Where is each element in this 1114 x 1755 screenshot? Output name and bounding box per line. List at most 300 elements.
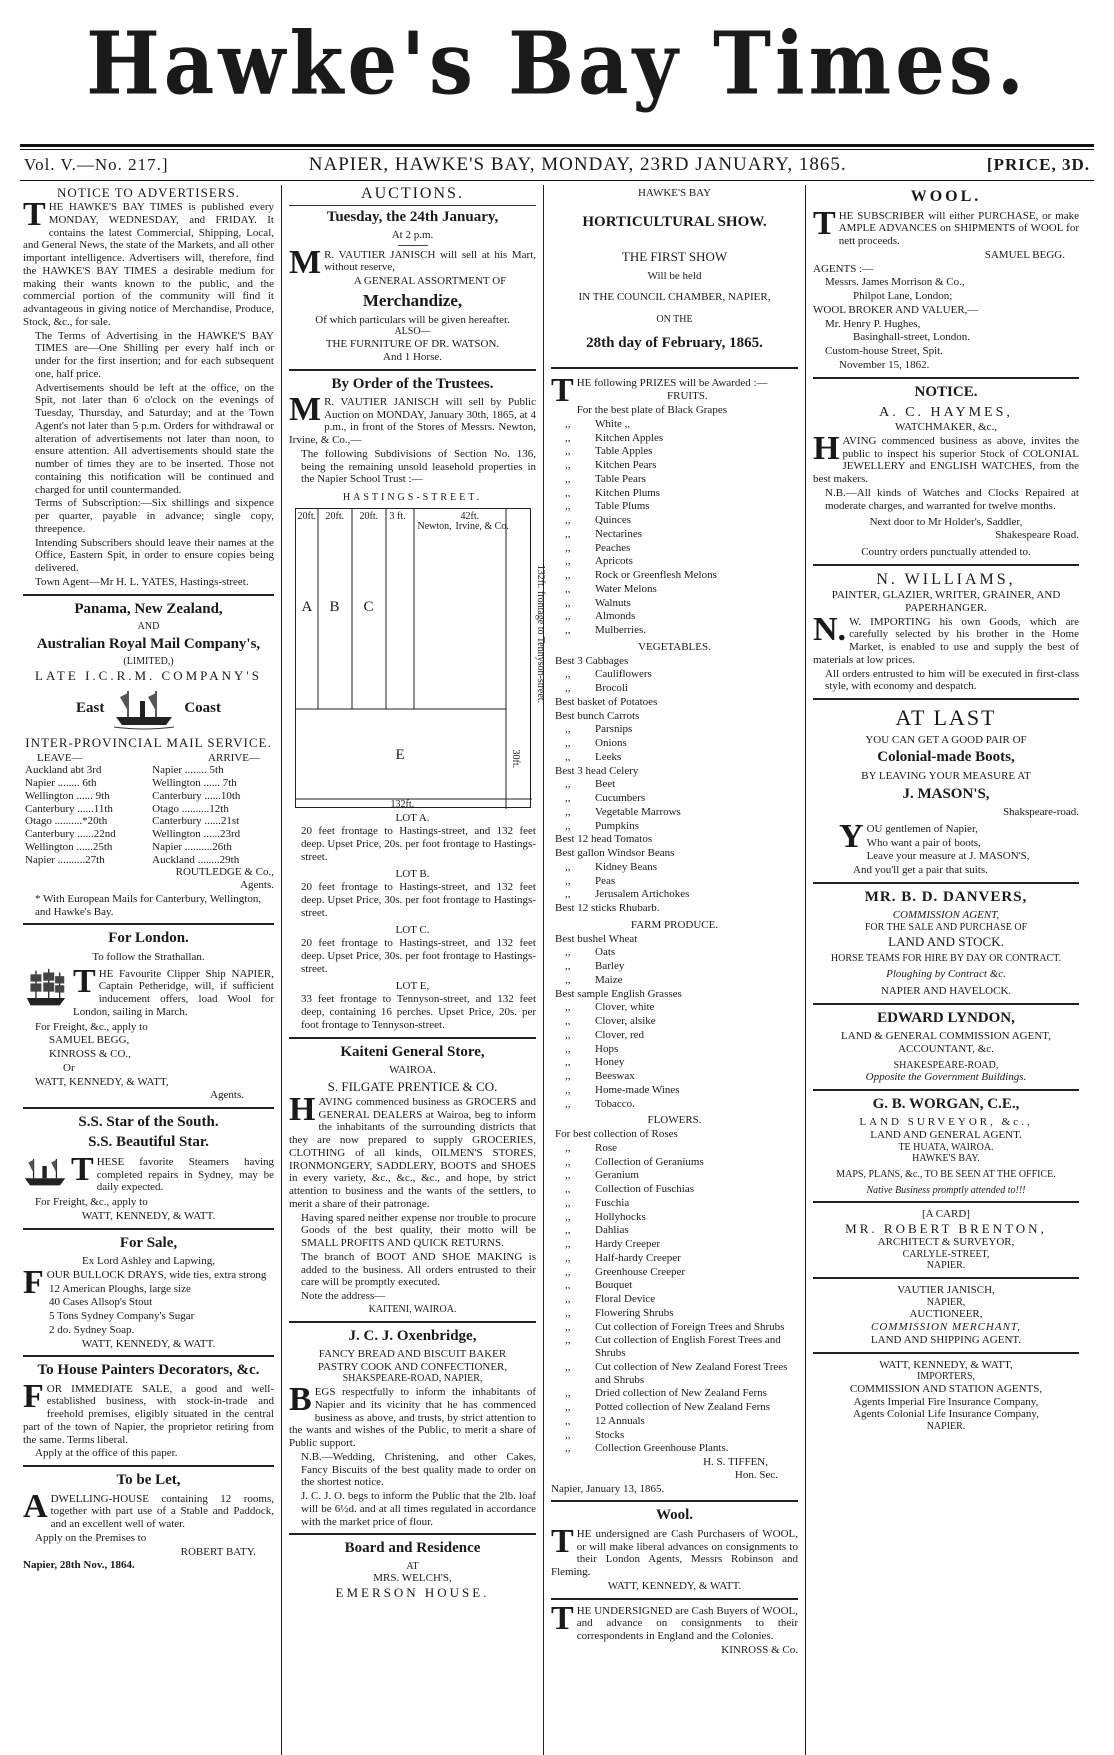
ditto-mark: ,, bbox=[565, 819, 571, 832]
vegetable-item-label: Best 3 head Celery bbox=[555, 764, 639, 777]
vegetable-item-label: Onions bbox=[595, 737, 627, 750]
show-heading: HORTICULTURAL SHOW. bbox=[582, 213, 767, 230]
janisch-name: VAUTIER JANISCH, bbox=[897, 1283, 995, 1296]
danvers-line: Ploughing by Contract &c. bbox=[886, 968, 1006, 981]
vegetable-item bbox=[551, 751, 798, 764]
watt-name: WATT, KENNEDY, & WATT, bbox=[879, 1358, 1013, 1371]
flower-label: Collection of Fuschias bbox=[595, 1183, 694, 1196]
flower-item bbox=[551, 1401, 798, 1414]
schedule-leave: Auckland abt 3rd bbox=[25, 764, 102, 777]
fruits-heading: FRUITS. bbox=[667, 390, 708, 403]
wool-signature: WATT, KENNEDY, & WATT. bbox=[607, 1579, 742, 1592]
farm-item bbox=[551, 1029, 798, 1042]
ditto-mark: ,, bbox=[565, 723, 571, 736]
schedule-row bbox=[23, 841, 274, 854]
fruit-label: Almonds bbox=[595, 610, 636, 623]
section-plan bbox=[295, 508, 546, 810]
flower-item bbox=[551, 1442, 798, 1455]
schedule-row bbox=[23, 828, 274, 841]
ditto-mark: ,, bbox=[565, 417, 571, 430]
plan-width-label: 20ft. bbox=[297, 510, 317, 522]
plan-lot-c: C bbox=[363, 598, 374, 615]
divider bbox=[813, 1089, 1079, 1091]
divider bbox=[289, 1321, 536, 1323]
sale-item: 40 Cases Allsop's Stout bbox=[49, 1296, 153, 1309]
column-1 bbox=[20, 185, 282, 1755]
dateline bbox=[20, 150, 1094, 180]
lyndon-name: EDWARD LYNDON, bbox=[877, 1009, 1015, 1026]
schedule-arrive: Napier ..........26th bbox=[152, 840, 232, 853]
star-freight: For Freight, &c., apply to bbox=[35, 1196, 148, 1209]
schedule-row bbox=[23, 790, 274, 803]
fruit-item bbox=[551, 473, 798, 486]
flower-item bbox=[551, 1211, 798, 1224]
vegetable-item-label: Cucumbers bbox=[595, 792, 646, 805]
farm-item-label: Home-made Wines bbox=[595, 1083, 680, 1096]
ditto-mark: ,, bbox=[565, 1401, 571, 1414]
place-date: NAPIER, HAWKE'S BAY, MONDAY, 23RD JANUARY, 1865. bbox=[308, 153, 847, 175]
fruit-item bbox=[551, 500, 798, 513]
show-region: HAWKE'S BAY bbox=[637, 187, 712, 199]
kaiteni-place: WAIROA. bbox=[389, 1064, 436, 1077]
worgan-line: LAND AND GENERAL AGENT. bbox=[870, 1129, 1022, 1142]
fruit-item bbox=[551, 597, 798, 610]
haymes-nb: N.B.—All kinds of Watches and Clocks Repaired at moderate charges, and warranted for twelve months. bbox=[825, 486, 1079, 512]
divider bbox=[551, 1598, 798, 1600]
plan-side-label: 132ft. frontage to Tennyson-street. bbox=[534, 564, 546, 703]
farm-item bbox=[551, 1043, 798, 1056]
london-agent: WATT, KENNEDY, & WATT, bbox=[35, 1075, 169, 1088]
schedule-row bbox=[23, 777, 274, 790]
auction-furniture: THE FURNITURE OF DR. WATSON. bbox=[325, 338, 500, 350]
farm-item-label: Best sample English Grasses bbox=[555, 987, 682, 1000]
sailing-ship-icon bbox=[23, 967, 69, 1009]
fruit-item bbox=[551, 569, 798, 582]
flower-label: Potted collection of New Zealand Ferns bbox=[595, 1401, 771, 1414]
ditto-mark: ,, bbox=[565, 541, 571, 554]
divider bbox=[23, 1465, 274, 1467]
star-paragraph: THESE favorite Steamers having completed repairs in Sydney, may be daily expected. bbox=[71, 1150, 274, 1194]
notice-paragraph: Intending Subscribers should leave their names at the Office, Eastern Spit, in order to ensure copies being delivered. bbox=[35, 536, 274, 575]
oxenbridge-paragraph-3: J. C. J. O. begs to inform the Public that the 2lb. loaf will be 6½d. and at all times regulated in accordance with the market price of flour. bbox=[301, 1490, 536, 1528]
plan-lines bbox=[296, 509, 532, 809]
ditto-mark: ,, bbox=[565, 1210, 571, 1223]
ditto-mark: ,, bbox=[565, 610, 571, 623]
ditto-mark: ,, bbox=[565, 445, 571, 458]
danvers-line: LAND AND STOCK. bbox=[888, 933, 1004, 949]
ditto-mark: ,, bbox=[565, 624, 571, 637]
vegetable-item bbox=[551, 737, 798, 750]
ditto-mark: ,, bbox=[565, 1334, 571, 1347]
oxenbridge-paragraph-2: N.B.—Wedding, Christening, and other Cakes, Fancy Biscuits of the best quality made to order on the shortest notice. bbox=[301, 1450, 536, 1489]
fruit-label: Mulberries. bbox=[595, 624, 647, 637]
notice-paragraph: The Terms of Advertising in the HAWKE'S BAY TIMES are—One Shilling per every half inch or under for the first insertion; and for each subsequent one, half price. bbox=[35, 329, 274, 380]
ditto-mark: ,, bbox=[565, 860, 571, 873]
divider bbox=[813, 1003, 1079, 1005]
sale-agent: WATT, KENNEDY, & WATT. bbox=[81, 1337, 216, 1350]
worgan-line: LAND SURVEYOR, &c., bbox=[859, 1116, 1033, 1129]
farm-item-label: Best bushel Wheat bbox=[555, 932, 638, 945]
flower-label: Hardy Creeper bbox=[595, 1238, 661, 1251]
columns bbox=[20, 185, 1094, 1755]
vegetable-item bbox=[551, 668, 798, 681]
agent-line: Custom-house Street, Spit. bbox=[825, 345, 943, 358]
ditto-mark: ,, bbox=[565, 582, 571, 595]
fruit-label: Table Pears bbox=[595, 472, 646, 485]
fruit-label: Peaches bbox=[595, 541, 631, 554]
vegetable-item-label: Peas bbox=[595, 874, 616, 887]
flower-item bbox=[551, 1183, 798, 1196]
star-heading: S.S. Star of the South. bbox=[78, 1114, 219, 1131]
ditto-mark: ,, bbox=[565, 682, 571, 695]
ditto-mark: ,, bbox=[565, 500, 571, 513]
wool-2-paragraph: THE UNDERSIGNED are Cash Buyers of WOOL, and advance on consignments to their correspondents in England and the Colonies. bbox=[551, 1599, 798, 1643]
wool-heading: Wool. bbox=[655, 1507, 694, 1524]
schedule-leave: Wellington ......25th bbox=[25, 840, 113, 853]
show-venue: IN THE COUNCIL CHAMBER, NAPIER, bbox=[578, 290, 771, 303]
painters-heading: To House Painters Decorators, &c. bbox=[37, 1362, 260, 1379]
schedule-leave: Canterbury ......22nd bbox=[25, 828, 116, 841]
danvers-line: COMMISSION AGENT, bbox=[892, 909, 1000, 922]
auction-particulars: Of which particulars will be given hereafter. bbox=[315, 313, 510, 326]
haymes-address: Next door to Mr Holder's, Saddler, bbox=[869, 516, 1023, 529]
farm-item-label: Maize bbox=[595, 973, 623, 986]
ditto-mark: ,, bbox=[565, 1442, 571, 1455]
flower-label: Hollyhocks bbox=[595, 1210, 646, 1223]
ditto-mark: ,, bbox=[565, 569, 571, 582]
sale-item: 5 Tons Sydney Company's Sugar bbox=[49, 1310, 195, 1323]
flower-item bbox=[551, 1197, 798, 1210]
board-at: AT bbox=[406, 1560, 419, 1572]
wool-heading: WOOL. bbox=[910, 188, 982, 205]
farm-item-label: Clover, red bbox=[595, 1028, 645, 1041]
auction-also: ALSO— bbox=[394, 326, 431, 338]
vegetable-item bbox=[551, 765, 798, 778]
panama-limited: (LIMITED,) bbox=[123, 655, 174, 667]
verse-line: YOU gentlemen of Napier, bbox=[839, 817, 978, 855]
fruit-label: Kitchen Plums bbox=[595, 486, 661, 499]
worgan-line: HAWKE'S BAY. bbox=[912, 1153, 980, 1165]
show-on: ON THE bbox=[656, 313, 693, 325]
divider bbox=[23, 1228, 274, 1230]
ditto-mark: ,, bbox=[565, 1251, 571, 1264]
ditto-mark: ,, bbox=[565, 1001, 571, 1014]
show-signature-title: Hon. Sec. bbox=[734, 1468, 778, 1481]
oxenbridge-address: SHAKSPEARE-ROAD, NAPIER, bbox=[342, 1373, 483, 1385]
vegetable-item bbox=[551, 696, 798, 709]
board-heading: Board and Residence bbox=[344, 1540, 481, 1557]
worgan-line: MAPS, PLANS, &c., TO BE SEEN AT THE OFFICE. bbox=[836, 1168, 1056, 1180]
oxenbridge-paragraph: BEGS respectfully to inform the inhabitants of Napier and its vicinity that he has commenced business as above, and trusts, by strict attention to the wants and wishes of the Public, to merit a share of Public support. bbox=[289, 1381, 536, 1450]
oxenbridge-line: FANCY BREAD AND BISCUIT BAKER bbox=[318, 1347, 507, 1360]
agents-label: Agents. bbox=[240, 879, 274, 892]
ditto-mark: ,, bbox=[565, 596, 571, 609]
fruit-label: Kitchen Pears bbox=[595, 459, 657, 472]
flower-label: Cut collection of New Zealand Forest Trees and Shrubs bbox=[595, 1360, 788, 1386]
lyndon-line: SHAKESPEARE-ROAD, bbox=[893, 1059, 999, 1071]
panama-and: AND bbox=[137, 620, 160, 632]
flower-item bbox=[551, 1334, 798, 1360]
divider bbox=[813, 564, 1079, 566]
farm-item bbox=[551, 1070, 798, 1083]
schedule-arrive: Canterbury ......21st bbox=[152, 815, 240, 828]
divider bbox=[23, 1355, 274, 1357]
let-date: Napier, 28th Nov., 1864. bbox=[23, 1559, 135, 1572]
vegetable-item bbox=[551, 778, 798, 791]
divider bbox=[813, 1201, 1079, 1203]
kaiteni-paragraph: HAVING commenced business as GROCERS and GENERAL DEALERS at Wairoa, beg to inform the inhabitants of the surrounding districts that they are now prepared to supply GROCERIES, CLOTHING of all kinds, OILMEN'S STORES, IRONMONGERY, SADDLERY, BOOTS and SHOES in every variety, &c., &c., &c., and hope, by strict attention to business and the wants of the settlers, to merit a share of their patronage. bbox=[289, 1090, 536, 1210]
fruit-item bbox=[551, 432, 798, 445]
schedule-leave: Napier ..........27th bbox=[25, 853, 105, 866]
danvers-line: HORSE TEAMS FOR HIRE BY DAY OR CONTRACT. bbox=[830, 952, 1062, 964]
painters-paragraph: FOR IMMEDIATE SALE, a good and well-established business, with stock-in-trade and freehold premises, eligibly situated in the central part of the town of Napier, the proprietor retiring from the same. Terms liberal. bbox=[23, 1377, 274, 1446]
wool-paragraph: THE SUBSCRIBER will either PURCHASE, or make AMPLE ADVANCES on SHIPMENTS of WOOL for nett proceeds. bbox=[813, 204, 1079, 248]
fruit-item bbox=[551, 610, 798, 623]
let-name: ROBERT BATY. bbox=[180, 1545, 256, 1558]
plan-lot-a: A bbox=[301, 598, 313, 615]
at-last-boots: Colonial-made Boots, bbox=[877, 749, 1015, 766]
vegetable-item-label: Best gallon Windsor Beans bbox=[555, 847, 675, 860]
plan-lot-e: E bbox=[395, 746, 405, 763]
let-apply: Apply on the Premises to bbox=[35, 1531, 147, 1544]
flower-label: Dried collection of New Zealand Ferns bbox=[595, 1387, 767, 1400]
star-ad bbox=[23, 1150, 274, 1195]
worgan-line: Native Business promptly attended to!!! bbox=[866, 1184, 1026, 1196]
flower-item bbox=[551, 1321, 798, 1334]
farm-item bbox=[551, 1098, 798, 1111]
dateline-rule bbox=[20, 180, 1094, 181]
divider bbox=[813, 882, 1079, 884]
board-name: MRS. WELCH'S, bbox=[373, 1572, 452, 1585]
ditto-mark: ,, bbox=[565, 1097, 571, 1110]
brenton-line: ARCHITECT & SURVEYOR, bbox=[877, 1236, 1015, 1248]
worgan-name: G. B. WORGAN, C.E., bbox=[872, 1095, 1020, 1112]
lot-a-text: 20 feet frontage to Hastings-street, and 132 feet deep. Upset Price, 20s. per foot frontage to Hastings-street. bbox=[301, 825, 536, 863]
farm-item bbox=[551, 933, 798, 946]
kaiteni-note: Note the address— bbox=[301, 1290, 386, 1303]
oxenbridge-line: PASTRY COOK AND CONFECTIONER, bbox=[317, 1360, 508, 1373]
trustees-paragraph: MR. VAUTIER JANISCH will sell by Public Auction on MONDAY, January 30th, 1865, at 4 p.m., in front of the Stores of Messrs. Newton, Irvine, & Co.,— bbox=[289, 390, 536, 447]
flower-item bbox=[551, 1156, 798, 1169]
fruit-item bbox=[551, 528, 798, 541]
ditto-mark: ,, bbox=[565, 1320, 571, 1333]
fruit-label: Kitchen Apples bbox=[595, 431, 664, 444]
flower-label: Floral Device bbox=[595, 1293, 656, 1306]
notice-heading: NOTICE. bbox=[914, 383, 978, 400]
vegetable-item bbox=[551, 847, 798, 860]
divider bbox=[289, 1533, 536, 1535]
volume-number: Vol. V.—No. 217.] bbox=[24, 155, 169, 175]
auction-horse: And 1 Horse. bbox=[383, 350, 442, 363]
flower-item bbox=[551, 1238, 798, 1251]
flower-item bbox=[551, 1293, 798, 1306]
watt-line: Agents Imperial Fire Insurance Company, bbox=[853, 1395, 1039, 1408]
ditto-mark: ,, bbox=[565, 1183, 571, 1196]
watt-line: Agents Colonial Life Insurance Company, bbox=[853, 1408, 1039, 1421]
fruit-item bbox=[551, 459, 798, 472]
ditto-mark: ,, bbox=[565, 1169, 571, 1182]
fruit-item bbox=[551, 487, 798, 500]
flower-item bbox=[551, 1224, 798, 1237]
flower-item bbox=[551, 1252, 798, 1265]
let-paragraph: ADWELLING-HOUSE containing 12 rooms, together with part use of a Stable and Paddock, and an excellent well of water. bbox=[23, 1487, 274, 1531]
column-3 bbox=[544, 185, 806, 1755]
agent-line: Basinghall-street, London. bbox=[853, 331, 971, 344]
fruit-label: Nectarines bbox=[595, 527, 643, 540]
janisch-line: LAND AND SHIPPING AGENT. bbox=[870, 1333, 1022, 1346]
sale-item: 2 do. Sydney Soap. bbox=[49, 1323, 135, 1336]
ditto-mark: ,, bbox=[565, 1155, 571, 1168]
vegetable-item-label: Vegetable Marrows bbox=[595, 805, 681, 818]
ditto-mark: ,, bbox=[565, 1196, 571, 1209]
ditto-mark: ,, bbox=[565, 459, 571, 472]
verse-line: Leave your measure at J. MASON'S, bbox=[866, 850, 1030, 863]
divider bbox=[23, 1107, 274, 1109]
flower-label: Geranium bbox=[595, 1169, 639, 1182]
ditto-mark: ,, bbox=[565, 431, 571, 444]
vegetable-item bbox=[551, 833, 798, 846]
fruit-label: Table Plums bbox=[595, 500, 650, 513]
flower-label: Greenhouse Creeper bbox=[595, 1265, 686, 1278]
farm-item-label: Barley bbox=[595, 960, 625, 973]
ditto-mark: ,, bbox=[565, 946, 571, 959]
flowers-heading: FLOWERS. bbox=[647, 1114, 702, 1127]
vegetable-item bbox=[551, 682, 798, 695]
prizes-intro: THE following PRIZES will be Awarded :— bbox=[551, 371, 768, 409]
schedule-header bbox=[23, 750, 274, 765]
ditto-mark: ,, bbox=[565, 778, 571, 791]
vegetable-item-label: Leeks bbox=[595, 750, 622, 763]
london-freight: For Freight, &c., apply to bbox=[35, 1020, 148, 1033]
schedule-arrive: Napier ........ 5th bbox=[152, 764, 224, 777]
european-note: * With European Mails for Canterbury, Wellington, and Hawke's Bay. bbox=[35, 892, 262, 918]
plan-irvine: Irvine, & Co. bbox=[455, 520, 509, 532]
fruit-label: Table Apples bbox=[595, 445, 653, 458]
fruit-item bbox=[551, 542, 798, 555]
lot-a-heading: LOT A. bbox=[395, 811, 430, 824]
haymes-name: A. C. HAYMES, bbox=[879, 404, 1013, 420]
flower-label: Collection of Geraniums bbox=[595, 1155, 704, 1168]
flower-item bbox=[551, 1307, 798, 1320]
farm-item-label: Tobacco. bbox=[595, 1097, 635, 1110]
flower-label: Cut collection of Foreign Trees and Shrubs bbox=[595, 1320, 785, 1333]
farm-item bbox=[551, 946, 798, 959]
steamer-icon bbox=[23, 1155, 67, 1191]
vegetable-item-label: Parsnips bbox=[595, 723, 633, 736]
fruit-label: White ,, bbox=[595, 417, 631, 430]
notice-paragraph: THE HAWKE'S BAY TIMES is published every MONDAY, WEDNESDAY, and FRIDAY. It contains the latest Commercial, Shipping, Local, and General News, the state of the Markets, and all other important intelligence. Advertisers will, therefore, find the HAWKE'S BAY TIMES a desirable medium for making their wants known to the public, and the commercial portion of the community will find it advantageous in giving notice of Merchandise, Produce, Stock, &c., for sale. bbox=[23, 196, 274, 328]
wool-signature: SAMUEL BEGG. bbox=[984, 248, 1065, 261]
arrive-label: ARRIVE— bbox=[208, 751, 260, 764]
farm-item-label: Clover, white bbox=[595, 1001, 655, 1014]
star-agent: WATT, KENNEDY, & WATT. bbox=[81, 1209, 216, 1222]
divider bbox=[551, 367, 798, 369]
fruits-first: For the best plate of Black Grapes bbox=[576, 404, 727, 417]
flower-label: Stocks bbox=[595, 1428, 625, 1441]
haymes-trade: WATCHMAKER, &c., bbox=[894, 421, 998, 434]
ditto-mark: ,, bbox=[565, 1360, 571, 1373]
divider bbox=[813, 1352, 1079, 1354]
farm-list bbox=[551, 933, 798, 1111]
masthead bbox=[20, 0, 1094, 130]
coast-label: Coast bbox=[184, 699, 221, 716]
short-rule bbox=[398, 245, 428, 246]
flower-item bbox=[551, 1429, 798, 1442]
london-heading: For London. bbox=[108, 930, 189, 947]
haymes-country: Country orders punctually attended to. bbox=[861, 545, 1031, 558]
vegetable-item-label: Best bunch Carrots bbox=[555, 709, 640, 722]
schedule-row bbox=[23, 764, 274, 777]
agent-line: November 15, 1862. bbox=[839, 358, 930, 371]
leave-label: LEAVE— bbox=[37, 751, 83, 764]
danvers-line: NAPIER AND HAVELOCK. bbox=[880, 984, 1012, 997]
schedule-arrive: Wellington ...... 7th bbox=[152, 777, 237, 790]
farm-item bbox=[551, 988, 798, 1001]
ditto-mark: ,, bbox=[565, 1279, 571, 1292]
ditto-mark: ,, bbox=[565, 1028, 571, 1041]
vegetable-item bbox=[551, 655, 798, 668]
worgan-line: TE HUATA, WAIROA. bbox=[898, 1141, 994, 1153]
routledge: ROUTLEDGE & Co., bbox=[175, 866, 274, 879]
vegetable-item-label: Best basket of Potatoes bbox=[555, 695, 658, 708]
ditto-mark: ,, bbox=[565, 805, 571, 818]
vegetable-item bbox=[551, 902, 798, 915]
ditto-mark: ,, bbox=[565, 486, 571, 499]
vegetable-item-label: Brocoli bbox=[595, 682, 628, 695]
schedule-leave: Otago ..........*20th bbox=[25, 815, 108, 828]
vegetables-heading: VEGETABLES. bbox=[638, 640, 711, 653]
london-agents-label: Agents. bbox=[210, 1089, 244, 1102]
agent-line: Mr. Henry P. Hughes, bbox=[825, 317, 921, 330]
danvers-line: FOR THE SALE AND PURCHASE OF bbox=[864, 921, 1028, 933]
flower-label: Half-hardy Creeper bbox=[595, 1251, 681, 1264]
schedule-arrive: Otago ..........12th bbox=[152, 802, 229, 815]
london-ad bbox=[23, 962, 274, 1020]
vegetable-item bbox=[551, 820, 798, 833]
ditto-mark: ,, bbox=[565, 514, 571, 527]
fruits-list bbox=[551, 418, 798, 637]
vegetable-item-label: Jerusalem Artichokes bbox=[595, 888, 690, 901]
show-dated: Napier, January 13, 1865. bbox=[551, 1482, 665, 1495]
column-2 bbox=[282, 185, 544, 1755]
column-4 bbox=[806, 185, 1086, 1755]
wool-2-signature: KINROSS & Co. bbox=[721, 1643, 798, 1656]
london-agent: SAMUEL BEGG, bbox=[49, 1034, 130, 1047]
fruit-item bbox=[551, 555, 798, 568]
vegetable-item bbox=[551, 888, 798, 901]
plan-lot-b: B bbox=[329, 598, 340, 615]
kaiteni-paragraph-3: The branch of BOOT AND SHOE MAKING is added to the business. All orders entrusted to their care will be promptly executed. bbox=[301, 1250, 536, 1289]
plan-bottom-label: 132ft. bbox=[390, 798, 415, 810]
flowers-list bbox=[551, 1142, 798, 1455]
ditto-mark: ,, bbox=[565, 1042, 571, 1055]
farm-heading: FARM PRODUCE. bbox=[630, 918, 719, 931]
lot-b-heading: LOT B. bbox=[395, 867, 430, 880]
ditto-mark: ,, bbox=[565, 1238, 571, 1251]
fruit-item bbox=[551, 418, 798, 431]
london-follow: To follow the Strathallan. bbox=[92, 950, 205, 963]
divider bbox=[23, 923, 274, 925]
lot-b-text: 20 feet frontage to Hastings-street, and 132 feet deep. Upset Price, 30s. per foot frontage to Hastings-street. bbox=[301, 881, 536, 919]
london-agent: KINROSS & CO., bbox=[49, 1048, 131, 1061]
sale-heading: For Sale, bbox=[119, 1234, 178, 1251]
fruit-label: Rock or Greenflesh Melons bbox=[595, 569, 717, 582]
ditto-mark: ,, bbox=[565, 555, 571, 568]
kaiteni-paragraph-2: Having spared neither expense nor trouble to procure Goods of the best quality, their motto will be SMALL PROFITS AND QUICK RETURNS. bbox=[301, 1211, 536, 1250]
ditto-mark: ,, bbox=[565, 973, 571, 986]
farm-item bbox=[551, 1001, 798, 1014]
panama-heading: Panama, New Zealand, bbox=[74, 600, 223, 617]
